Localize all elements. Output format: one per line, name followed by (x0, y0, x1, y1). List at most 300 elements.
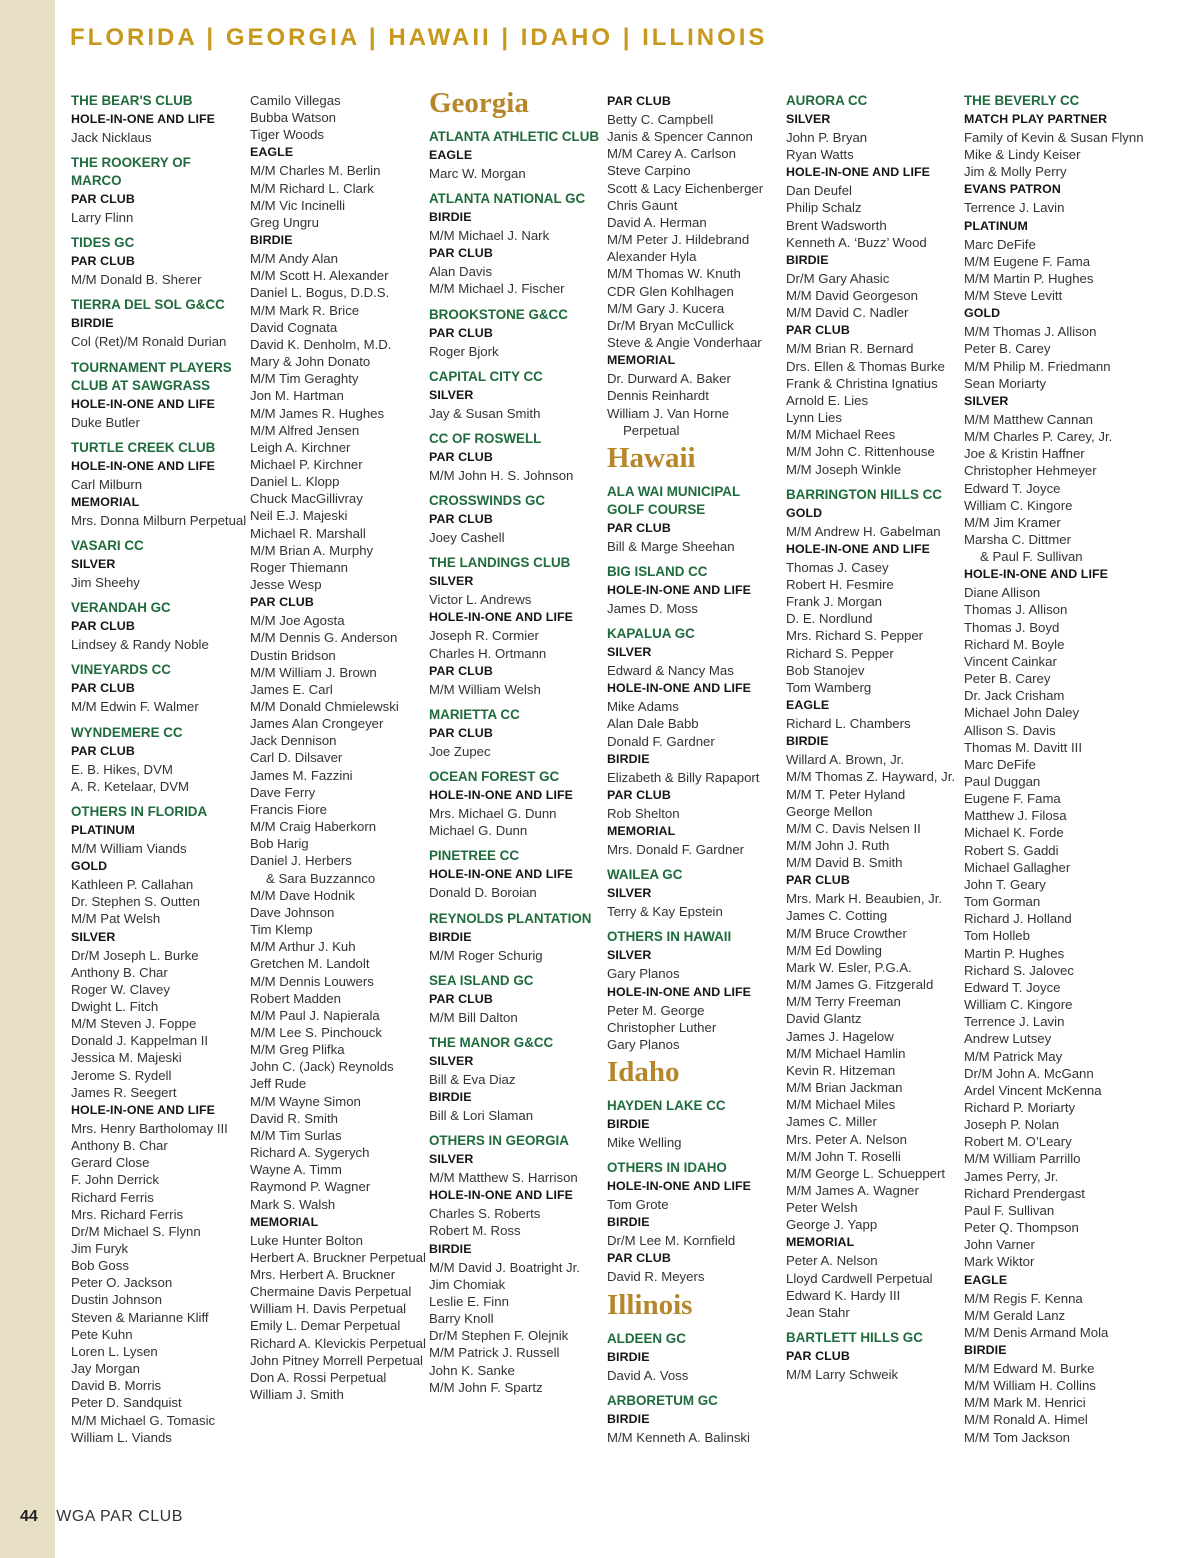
membership-level: PAR CLUB (607, 787, 671, 802)
member-name: Dr/M Joseph L. Burke (71, 947, 199, 963)
member-name: James D. Moss (607, 600, 698, 616)
member-name: M/M Carey A. Carlson (607, 146, 736, 162)
member-name: M/M Terry Freeman (786, 994, 901, 1010)
member-name: Emily L. Demar Perpetual (250, 1318, 401, 1334)
member-name: Anthony B. Char (71, 1138, 168, 1154)
member-name: Richard A. Klevickis Perpetual (250, 1335, 426, 1351)
member-name: M/M Michael Miles (786, 1097, 896, 1113)
member-name: M/M Regis F. Kenna (964, 1290, 1083, 1306)
member-name: Jack Dennison (250, 733, 337, 749)
club-name: TIERRA DEL SOL G&CC (71, 297, 225, 313)
membership-level: PAR CLUB (429, 991, 493, 1006)
member-name: Leslie E. Finn (429, 1293, 509, 1309)
membership-level: HOLE-IN-ONE AND LIFE (607, 681, 752, 696)
state-heading: Idaho (607, 1056, 680, 1088)
member-name: M/M David B. Smith (786, 855, 903, 871)
membership-level: PAR CLUB (71, 254, 135, 269)
member-name: Kathleen P. Callahan (71, 877, 194, 893)
member-name: M/M Steven J. Foppe (71, 1016, 197, 1032)
club-name: OCEAN FOREST GC (429, 769, 560, 785)
member-name: Dustin Johnson (71, 1292, 162, 1308)
membership-level: BIRDIE (607, 751, 650, 766)
membership-level: PAR CLUB (429, 449, 493, 464)
member-name: M/M William H. Collins (964, 1378, 1096, 1394)
member-name: Willard A. Brown, Jr. (786, 752, 904, 768)
club-name: VASARI CC (71, 538, 144, 554)
membership-level: MEMORIAL (250, 1214, 319, 1229)
member-name: Gary Planos (607, 1036, 680, 1052)
member-name: Jay & Susan Smith (429, 405, 541, 421)
club-name: TIDES GC (71, 235, 135, 251)
member-name: David R. Smith (250, 1110, 338, 1126)
member-name: Mike & Lindy Keiser (964, 147, 1081, 163)
member-name: Janis & Spencer Cannon (607, 129, 753, 145)
member-name: M/M Dennis Louwers (250, 973, 374, 989)
member-name: Dr. Jack Crisham (964, 688, 1065, 704)
column-4 (607, 92, 779, 1446)
club-name: THE BEVERLY CC (964, 93, 1080, 108)
member-name: Marsha C. Dittmer (964, 531, 1071, 547)
member-name: Peter O. Jackson (71, 1275, 173, 1291)
membership-level: EAGLE (429, 148, 473, 162)
membership-level: PAR CLUB (71, 619, 135, 634)
membership-level: PAR CLUB (429, 512, 493, 527)
member-name: Anthony B. Char (71, 964, 168, 980)
membership-level: BIRDIE (429, 1089, 472, 1104)
member-name: M/M Steve Levitt (964, 288, 1063, 304)
member-name: David Glantz (786, 1011, 862, 1027)
member-name: Dr. Stephen S. Outten (71, 894, 201, 910)
member-name: M/M C. Davis Nelsen II (786, 820, 921, 836)
member-name: M/M Bill Dalton (429, 1009, 518, 1025)
member-name: M/M Bruce Crowther (786, 925, 907, 941)
member-name: Dave Ferry (250, 784, 316, 800)
member-name: M/M Dennis G. Anderson (250, 630, 398, 646)
member-name: M/M William Welsh (429, 681, 541, 697)
membership-level: BIRDIE (429, 210, 472, 225)
member-name: M/M John H. S. Johnson (429, 467, 574, 483)
member-name: Bill & Eva Diaz (429, 1071, 516, 1087)
member-name: M/M Arthur J. Kuh (250, 939, 356, 955)
member-name: David R. Meyers (607, 1269, 705, 1285)
member-name: M/M Andrew H. Gabelman (786, 523, 941, 539)
member-name: M/M Lee S. Pinchouck (250, 1024, 382, 1040)
member-name: Mike Adams (607, 699, 679, 715)
member-name: Mike Welling (607, 1135, 682, 1150)
club-name: PINETREE CC (429, 848, 520, 864)
member-name: M/M John C. Rittenhouse (786, 444, 935, 460)
member-name: John Pitney Morrell Perpetual (250, 1352, 423, 1368)
member-name: James Perry, Jr. (964, 1168, 1059, 1184)
member-name: M/M William Parrillo (964, 1151, 1081, 1167)
member-name: Steve Carpino (607, 163, 691, 179)
membership-level: HOLE-IN-ONE AND LIFE (964, 567, 1109, 582)
member-name: Kenneth A. ‘Buzz’ Wood (786, 234, 927, 250)
member-name: M/M Ronald A. Himel (964, 1412, 1088, 1428)
member-name: M/M Michael J. Nark (429, 228, 550, 244)
member-name: Richard L. Chambers (786, 716, 911, 732)
club-name: ATLANTA ATHLETIC CLUB (429, 129, 600, 144)
member-name: Wayne A. Timm (250, 1162, 342, 1178)
member-name: Paul Duggan (964, 774, 1041, 789)
member-name: Mrs. Donna Milburn Perpetual (71, 512, 247, 528)
membership-level: PAR CLUB (607, 1251, 671, 1266)
member-name: M/M Edward M. Burke (964, 1361, 1095, 1376)
member-name: Edward K. Hardy III (786, 1287, 901, 1303)
member-name: Tim Klemp (250, 922, 313, 938)
side-strip (0, 0, 55, 1558)
member-name: Vincent Cainkar (964, 653, 1057, 669)
member-name: Jim Furyk (71, 1241, 129, 1256)
member-name: Marc W. Morgan (429, 166, 526, 181)
membership-level: SILVER (71, 557, 116, 572)
membership-level: BIRDIE (429, 929, 472, 944)
membership-level: MEMORIAL (607, 353, 676, 368)
member-name: Michael K. Forde (964, 825, 1064, 841)
membership-level: EAGLE (964, 1272, 1008, 1287)
column-6 (964, 92, 1144, 1446)
member-name: Brent Wadsworth (786, 217, 887, 233)
member-name: M/M Michael Hamlin (786, 1045, 906, 1061)
member-name: David B. Morris (71, 1378, 162, 1394)
member-name-continued: & Sara Buzzannco (266, 870, 376, 886)
member-name: M/M Kenneth A. Balinski (607, 1429, 750, 1445)
member-name: Alan Dale Babb (607, 716, 699, 732)
member-name: Leigh A. Kirchner (250, 439, 351, 455)
member-name: Tom Gorman (964, 894, 1041, 910)
membership-level: SILVER (607, 886, 652, 901)
member-name: Chermaine Davis Perpetual (250, 1284, 412, 1300)
member-name: M/M Martin P. Hughes (964, 270, 1094, 286)
member-name: Robert H. Fesmire (786, 576, 894, 592)
member-name: Thomas M. Davitt III (964, 739, 1082, 755)
member-name: Bob Goss (71, 1258, 129, 1274)
club-name: OTHERS IN GEORGIA (429, 1133, 569, 1149)
member-name: M/M Joseph Winkle (786, 461, 902, 477)
member-name: Family of Kevin & Susan Flynn (964, 130, 1144, 145)
member-name: Mrs. Richard Ferris (71, 1206, 184, 1222)
membership-level: SILVER (607, 645, 652, 660)
member-name: Jim & Molly Perry (964, 164, 1067, 180)
member-name: Scott & Lacy Eichenberger (607, 180, 764, 196)
membership-level: EAGLE (250, 145, 294, 160)
member-name: M/M George L. Schueppert (786, 1165, 946, 1181)
member-name: M/M Richard L. Clark (250, 180, 374, 196)
member-name: M/M Ed Dowling (786, 942, 883, 958)
member-name: M/M Gary J. Kucera (607, 300, 725, 316)
member-name: Alan Davis (429, 264, 493, 280)
member-name: Dwight L. Fitch (71, 998, 159, 1014)
club-name: OTHERS IN FLORIDA (71, 803, 208, 819)
member-name: James C. Miller (786, 1114, 877, 1130)
member-name: M/M Brian R. Bernard (786, 341, 914, 357)
member-name: M/M John F. Spartz (429, 1379, 543, 1395)
member-name: Robert Madden (250, 990, 341, 1006)
member-name: M/M Tim Surlas (250, 1127, 342, 1143)
member-name: Arnold E. Lies (786, 392, 869, 408)
membership-level: SILVER (786, 112, 831, 126)
member-name: M/M Dave Hodnik (250, 887, 355, 903)
member-name: Dan Deufel (786, 183, 852, 199)
member-name: David A. Herman (607, 214, 707, 230)
member-name: John T. Geary (964, 876, 1046, 892)
member-name: M/M Roger Schurig (429, 947, 543, 963)
member-name: Dr/M Stephen F. Olejnik (429, 1328, 569, 1344)
member-name: Allison S. Davis (964, 722, 1056, 738)
club-name: ALA WAI MUNICIPAL (607, 483, 741, 499)
membership-level: PAR CLUB (786, 323, 850, 338)
member-name: D. E. Nordlund (786, 611, 873, 627)
member-name: Steve & Angie Vonderhaar (607, 335, 762, 351)
member-name: Daniel L. Klopp (250, 474, 340, 490)
club-name: MARIETTA CC (429, 706, 520, 722)
member-name: M/M Charles M. Berlin (250, 163, 381, 179)
member-name: Mrs. Peter A. Nelson (786, 1131, 907, 1147)
member-name: Richard J. Holland (964, 911, 1072, 927)
membership-level: BIRDIE (607, 1215, 650, 1230)
member-name: Victor L. Andrews (429, 592, 532, 608)
member-name: Lindsey & Randy Noble (71, 637, 209, 653)
member-name: M/M Brian A. Murphy (250, 542, 374, 558)
member-name: Peter B. Carey (964, 671, 1051, 687)
member-name: M/M Charles P. Carey, Jr. (964, 429, 1113, 445)
member-name: Jeff Rude (250, 1076, 307, 1092)
member-name: James J. Hagelow (786, 1028, 894, 1044)
membership-level: SILVER (429, 1053, 474, 1068)
membership-level: PAR CLUB (71, 743, 135, 758)
membership-level: PAR CLUB (71, 192, 135, 207)
membership-level: GOLD (964, 306, 1001, 321)
member-name: Dave Johnson (250, 904, 335, 920)
membership-level: PLATINUM (964, 218, 1028, 233)
member-name: Bill & Lori Slaman (429, 1107, 534, 1123)
member-name: Frank & Christina Ignatius (786, 375, 938, 391)
member-name: James E. Carl (250, 681, 333, 697)
member-name: M/M Donald B. Sherer (71, 272, 202, 288)
member-name: Dr. Durward A. Baker (607, 371, 731, 387)
membership-level: PAR CLUB (71, 681, 135, 696)
member-name: William C. Kingore (964, 497, 1073, 513)
member-name: Don A. Rossi Perpetual (250, 1369, 387, 1385)
member-name: John K. Sanke (429, 1362, 515, 1378)
member-name: Tiger Woods (250, 127, 325, 143)
membership-level: PAR CLUB (607, 520, 671, 535)
state-heading: Georgia (429, 87, 529, 119)
membership-level: HOLE-IN-ONE AND LIFE (429, 788, 574, 803)
member-name: John Varner (964, 1237, 1035, 1253)
member-name: M/M Thomas Z. Hayward, Jr. (786, 769, 956, 785)
membership-level: SILVER (607, 948, 652, 963)
member-name: M/M David C. Nadler (786, 305, 909, 321)
member-name: David Cognata (250, 319, 338, 335)
membership-level: HOLE-IN-ONE AND LIFE (71, 458, 216, 473)
member-name: James R. Seegert (71, 1084, 177, 1100)
member-name: Roger W. Clavey (71, 981, 170, 997)
member-name: Rob Shelton (607, 805, 680, 821)
member-name: Mark W. Esler, P.G.A. (786, 959, 912, 975)
member-name: Donald F. Gardner (607, 733, 715, 749)
member-name: M/M Edwin F. Walmer (71, 699, 199, 715)
member-name: William H. Davis Perpetual (250, 1301, 407, 1317)
member-name: M/M Gerald Lanz (964, 1307, 1066, 1323)
member-name: Duke Butler (71, 414, 140, 430)
member-name: Bob Harig (250, 836, 309, 852)
membership-level: PAR CLUB (607, 94, 671, 108)
member-name: M/M Matthew S. Harrison (429, 1170, 578, 1186)
member-name: Daniel L. Bogus, D.D.S. (250, 285, 390, 301)
club-name: THE MANOR G&CC (429, 1034, 554, 1050)
member-name: Dustin Bridson (250, 647, 336, 663)
member-name: Marc DeFife (964, 756, 1036, 772)
member-name: Peter A. Nelson (786, 1253, 878, 1269)
member-name: David K. Denholm, M.D. (250, 336, 392, 352)
membership-level: EVANS PATRON (964, 182, 1061, 197)
member-name: Bill & Marge Sheehan (607, 538, 735, 554)
membership-level: BIRDIE (964, 1343, 1007, 1357)
member-name: Andrew Lutsey (964, 1031, 1052, 1047)
member-name: Dr/M Bryan McCullick (607, 317, 734, 333)
membership-level: MEMORIAL (786, 1235, 855, 1250)
member-name: Larry Flinn (71, 210, 134, 226)
roster-columns (71, 87, 1191, 1472)
membership-level: HOLE-IN-ONE AND LIFE (786, 165, 931, 180)
member-name: CDR Glen Kohlhagen (607, 283, 734, 299)
member-name: Joey Cashell (429, 530, 505, 546)
member-name: Robert S. Gaddi (964, 842, 1059, 858)
membership-level: PAR CLUB (786, 873, 850, 888)
member-name: Betty C. Campbell (607, 112, 714, 127)
member-name: M/M David Georgeson (786, 288, 918, 304)
club-name: CLUB AT SAWGRASS (71, 377, 211, 393)
member-name: M/M Tom Jackson (964, 1429, 1071, 1445)
membership-level: BIRDIE (607, 1411, 650, 1426)
member-name: Terrence J. Lavin (964, 1014, 1065, 1030)
membership-level: HOLE-IN-ONE AND LIFE (71, 396, 216, 411)
membership-level: SILVER (429, 387, 474, 402)
member-name: M/M Jim Kramer (964, 514, 1061, 530)
membership-level: PAR CLUB (429, 246, 493, 261)
club-name: HAYDEN LAKE CC (607, 1098, 726, 1113)
club-name: KAPALUA GC (607, 626, 695, 642)
member-name: Bob Stanojev (786, 662, 865, 678)
member-name: Thomas J. Boyd (964, 619, 1060, 635)
member-name: Peter B. Carey (964, 341, 1051, 357)
club-name: THE ROOKERY OF MARCO (71, 155, 191, 189)
member-name: Paul F. Sullivan (964, 1202, 1055, 1218)
club-name: SEA ISLAND GC (429, 972, 534, 988)
membership-level: PAR CLUB (250, 595, 314, 610)
member-name: M/M Brian Jackman (786, 1080, 903, 1096)
member-name: Joe & Kristin Haffner (964, 446, 1085, 462)
member-name: M/M Thomas W. Knuth (607, 266, 741, 282)
member-name: M/M Joe Agosta (250, 613, 345, 629)
club-name: CROSSWINDS GC (429, 493, 546, 509)
member-name: M/M James R. Hughes (250, 405, 385, 421)
member-name: Jack Nicklaus (71, 130, 152, 145)
member-name-continued: Perpetual (623, 422, 680, 438)
club-name: TURTLE CREEK CLUB (71, 439, 216, 455)
member-name: Charles H. Ortmann (429, 645, 547, 661)
member-name: George J. Yapp (786, 1217, 878, 1233)
member-name: Eugene F. Fama (964, 791, 1061, 807)
membership-level: GOLD (786, 505, 823, 520)
member-name: Joseph P. Nolan (964, 1117, 1060, 1133)
member-name: M/M Alfred Jensen (250, 422, 360, 438)
club-name: CC OF ROSWELL (429, 430, 542, 446)
membership-level: PAR CLUB (429, 725, 493, 740)
member-name: M/M Peter J. Hildebrand (607, 232, 750, 248)
member-name: Richard Ferris (71, 1189, 154, 1205)
member-name: Jean Stahr (786, 1304, 850, 1320)
member-name-continued: & Paul F. Sullivan (980, 549, 1083, 565)
member-name: Mary & John Donato (250, 354, 371, 370)
member-name: Ryan Watts (786, 147, 854, 163)
member-name: Drs. Ellen & Thomas Burke (786, 358, 945, 374)
member-name: Mrs. Mark H. Beaubien, Jr. (786, 891, 943, 907)
member-name: Thomas J. Casey (786, 559, 889, 575)
member-name: Gerard Close (71, 1155, 150, 1171)
member-name: James C. Cotting (786, 908, 888, 924)
membership-level: BIRDIE (607, 1349, 650, 1364)
member-name: M/M Tim Geraghty (250, 371, 359, 387)
club-name: AURORA CC (786, 93, 868, 108)
member-name: Peter M. George (607, 1002, 705, 1018)
club-name: ATLANTA NATIONAL GC (429, 191, 586, 207)
member-name: Michael P. Kirchner (250, 456, 363, 472)
member-name: F. John Derrick (71, 1172, 159, 1188)
member-name: Jim Sheehy (71, 575, 140, 591)
member-name: M/M John T. Roselli (786, 1148, 901, 1164)
column-1 (71, 92, 247, 1446)
membership-level: HOLE-IN-ONE AND LIFE (607, 984, 752, 999)
member-name: M/M Pat Welsh (71, 911, 161, 927)
member-name: M/M Philip M. Friedmann (964, 358, 1111, 374)
member-name: Tom Wamberg (786, 679, 872, 695)
member-name: Robert M. O’Leary (964, 1134, 1072, 1150)
membership-level: MEMORIAL (71, 494, 140, 509)
member-name: William J. Smith (250, 1387, 344, 1403)
member-name: M/M Matthew Cannan (964, 411, 1093, 427)
member-name: Peter Welsh (786, 1200, 858, 1216)
member-name: M/M Mark M. Henrici (964, 1395, 1086, 1411)
club-name: THE LANDINGS CLUB (429, 555, 571, 571)
member-name: Dr/M Lee M. Kornfield (607, 1233, 736, 1249)
member-name: Richard S. Jalovec (964, 962, 1074, 978)
membership-level: HOLE-IN-ONE AND LIFE (786, 541, 931, 556)
member-name: Roger Thiemann (250, 559, 348, 575)
member-name: Mrs. Henry Bartholomay III (71, 1120, 228, 1136)
club-name: ARBORETUM GC (607, 1392, 718, 1408)
member-name: Michael R. Marshall (250, 525, 366, 541)
member-name: E. B. Hikes, DVM (71, 761, 173, 777)
member-name: Ardel Vincent McKenna (964, 1082, 1102, 1098)
membership-level: BIRDIE (786, 252, 829, 267)
member-name: Frank J. Morgan (786, 594, 883, 610)
membership-level: SILVER (429, 1152, 474, 1167)
club-name: REYNOLDS PLANTATION (429, 910, 592, 926)
member-name: M/M Michael J. Fischer (429, 281, 565, 297)
member-name: Francis Fiore (250, 801, 327, 817)
club-name: TOURNAMENT PLAYERS (71, 359, 232, 375)
member-name: Tom Holleb (964, 928, 1030, 944)
membership-level: BIRDIE (250, 233, 293, 248)
member-name: M/M Larry Schweik (786, 1367, 899, 1383)
member-name: William C. Kingore (964, 997, 1073, 1013)
member-name: Dr/M Gary Ahasic (786, 270, 890, 286)
member-name: Edward T. Joyce (964, 480, 1061, 496)
club-name: BARRINGTON HILLS CC (786, 486, 942, 502)
member-name: Mark S. Walsh (250, 1196, 336, 1212)
